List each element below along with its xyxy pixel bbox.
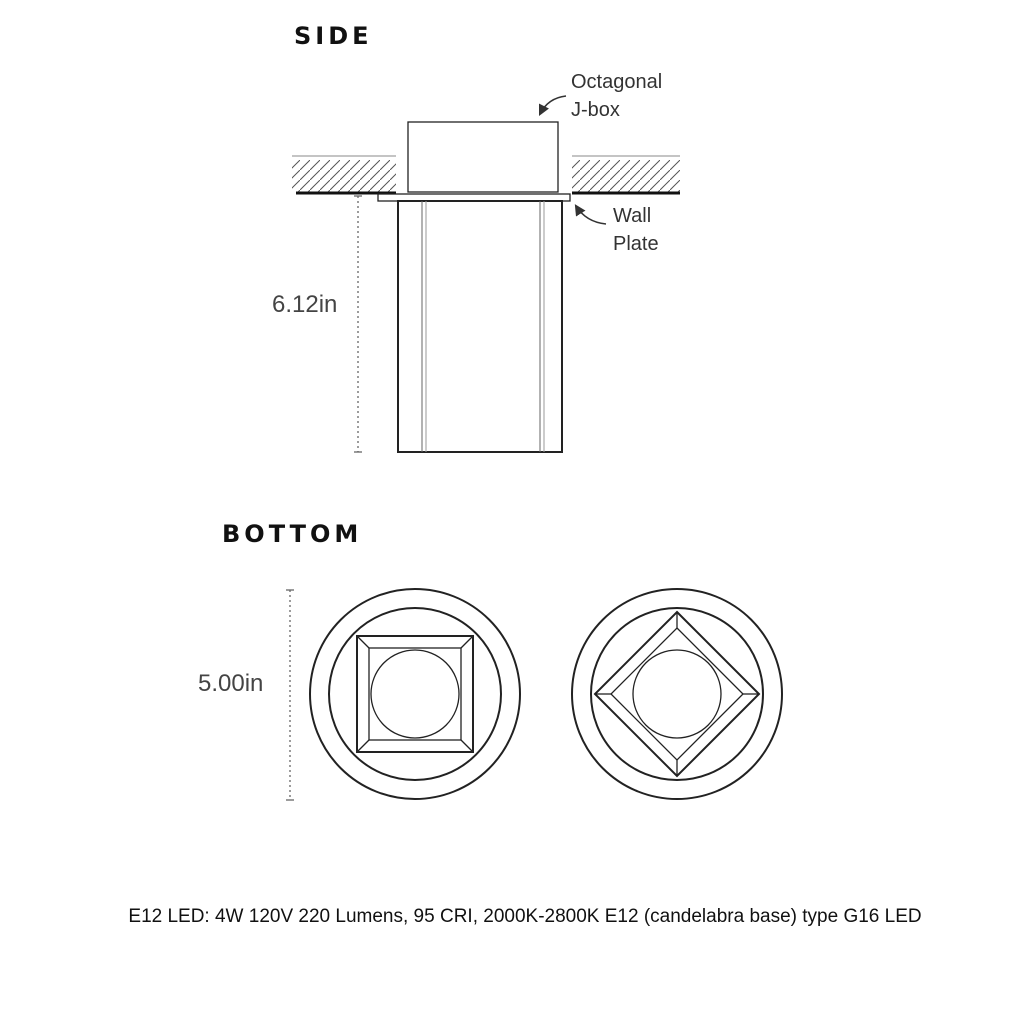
jbox-callout-arrow: [540, 96, 566, 114]
wall-plate-label-line1: Wall: [613, 205, 652, 227]
wall-plate-callout-arrow: [576, 206, 606, 224]
diameter-dimension-label: 5.00in: [198, 670, 264, 697]
wall-plate-label-line2: Plate: [613, 233, 659, 255]
spec-caption: E12 LED: 4W 120V 220 Lumens, 95 CRI, 2000K-2800K E12 (candelabra base) type G16 LED: [128, 906, 922, 927]
octagonal-jbox: [408, 122, 558, 192]
height-dimension-line: [354, 196, 362, 452]
ceiling-hatch-left: [292, 156, 396, 192]
jbox-label-line1: Octagonal: [571, 71, 663, 93]
diameter-dimension-line: [286, 590, 294, 800]
bottom-view-square-trim: [310, 589, 520, 799]
wall-plate: [378, 194, 570, 201]
bottom-view-diamond-trim: [572, 589, 782, 799]
height-dimension-label: 6.12in: [272, 291, 338, 318]
ceiling-hatch-right: [572, 156, 680, 192]
fixture-body: [398, 201, 562, 452]
jbox-label-line2: J-box: [571, 99, 620, 121]
side-view-heading: SIDE: [294, 22, 373, 50]
bottom-view-heading: BOTTOM: [222, 520, 363, 548]
